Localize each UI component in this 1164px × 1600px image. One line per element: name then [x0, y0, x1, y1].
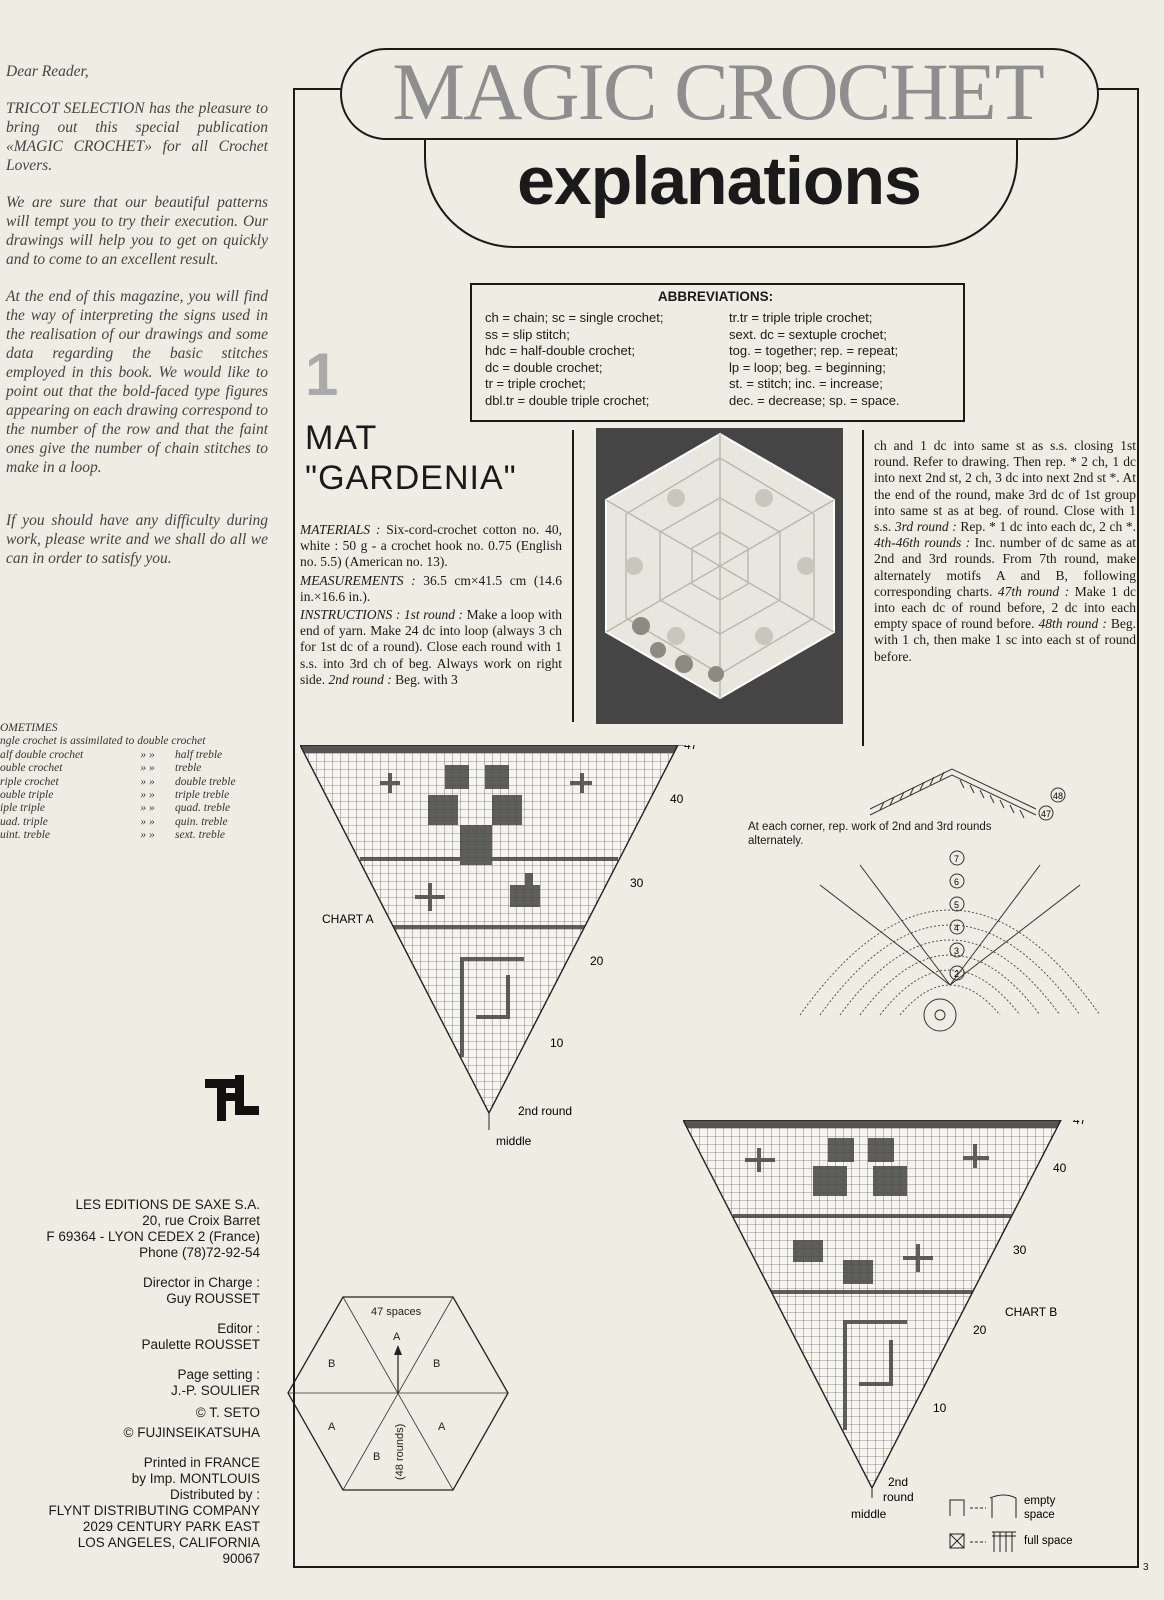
- equivalents-title: OMETIMES: [0, 722, 58, 734]
- publisher-city: F 69364 - LYON CEDEX 2 (France): [46, 1229, 260, 1244]
- stitch-equivalent: double treble: [175, 775, 236, 788]
- instructions-column-1: [300, 522, 562, 690]
- stitch-equivalents: [0, 722, 268, 843]
- stitch-name: riple crochet: [0, 775, 59, 788]
- abbreviations-left-column: [485, 310, 725, 409]
- abbreviation-item: st. = stitch; inc. = increase;: [729, 376, 883, 391]
- setting-name: J.-P. SOULIER: [170, 1383, 260, 1398]
- chart-a: [300, 745, 730, 1170]
- round-48-text: Beg. with 1 ch, then make 1 sc into each st of round before.: [874, 616, 1137, 664]
- letter-paragraph-1: TRICOT SELECTION has the pleasure to bring out this special publication «MAGIC CROCHET» for all Crochet Lovers.: [6, 100, 268, 174]
- round-2-marker: 2nd: [888, 1475, 909, 1489]
- instructions-text: Make a loop with end of yarn. Make 24 dc into loop (always 3 ch for 1st dc of a round). Close each round with 1 s.s. into 3rd ch of beg. Always work on right side.: [300, 607, 562, 687]
- doily-photo: [596, 428, 843, 724]
- distributed-label: Distributed by :: [169, 1487, 260, 1502]
- director-name: Guy ROUSSET: [166, 1291, 260, 1306]
- abbreviation-item: sext. dc = sextuple crochet;: [729, 326, 887, 342]
- publisher-phone: Phone (78)72-92-54: [139, 1245, 260, 1260]
- ditto-mark: » »: [140, 748, 155, 761]
- letter-paragraph-4: If you should have any difficulty during work, please write and we shall do all we can in order to satisfy you.: [6, 512, 268, 567]
- abbreviation-item: dc = double crochet;: [485, 359, 603, 375]
- instructions-column-2: [874, 438, 1136, 665]
- equivalent-row: [0, 802, 268, 815]
- corner-note: At each corner, rep. work of 2nd and 3rd rounds alternately.: [748, 821, 992, 847]
- round-2-marker: 2nd round: [518, 1104, 573, 1118]
- publisher-logo: [205, 1075, 261, 1128]
- distributor-street: 2029 CENTURY PARK EAST: [82, 1519, 260, 1534]
- row-label-40: 40: [1053, 1161, 1067, 1175]
- round-3-text: Rep. * 1 dc into each dc, 2 ch *.: [960, 519, 1137, 535]
- printed-by: by Imp. MONTLOUIS: [131, 1471, 260, 1486]
- middle-marker: middle: [851, 1507, 887, 1521]
- instructions-text: ch and 1 dc into same st as s.s. closing 1st round. Refer to drawing. Then rep. * 2 ch, 1 dc into next 2nd st, 2 ch, 3 dc into next 2nd st *. At the end of the round, make 3rd dc of 1st group into same st as at beg. of round. Close with 1 s.s.: [874, 438, 1136, 535]
- round-4-46-label: 4th-46th rounds :: [874, 535, 971, 551]
- section-a: A: [393, 1331, 401, 1343]
- pattern-title-line-2: "GARDENIA": [305, 459, 517, 497]
- equivalent-row: [0, 762, 268, 775]
- materials-text: Six-cord-crochet cotton no. 40, white : 50 g - a crochet hook no. 0.75 (English no. 5.5) (American no. 13).: [300, 522, 562, 570]
- equivalent-row: [0, 789, 268, 802]
- measurements-text: 36.5 cm×41.5 cm (14.6 in.×16.6 in.).: [300, 572, 562, 604]
- row-label-10: 10: [933, 1401, 947, 1415]
- equivalents-subtitle: ngle crochet is assimilated to double crochet: [0, 735, 206, 748]
- rounds-label: (48 rounds): [394, 1423, 406, 1480]
- letter-greeting: Dear Reader,: [6, 63, 89, 80]
- section-a: A: [438, 1421, 446, 1433]
- frame-top-right: [1095, 88, 1137, 90]
- middle-marker: middle: [496, 1134, 532, 1148]
- publisher-street: 20, rue Croix Barret: [142, 1213, 260, 1228]
- ditto-mark: » »: [140, 762, 155, 775]
- abbreviation-item: ss = slip stitch;: [485, 326, 570, 342]
- materials-label: MATERIALS :: [300, 522, 381, 537]
- abbreviation-item: tr = triple crochet;: [485, 376, 586, 391]
- stitch-name: iple triple: [0, 802, 46, 815]
- copyright-2: © FUJINSEIKATSUHA: [123, 1425, 260, 1440]
- stitch-equivalent: treble: [175, 762, 202, 775]
- stitch-equivalent: sext. treble: [175, 829, 226, 842]
- hexagon-layout-diagram: [283, 1285, 513, 1510]
- row-label-30: 30: [1013, 1243, 1027, 1257]
- round-48-marker: 48: [1053, 791, 1064, 801]
- stitch-equivalent: half treble: [175, 748, 223, 761]
- chart-legend: [912, 1490, 1112, 1563]
- equivalent-row: [0, 776, 268, 789]
- row-label-47: 47: [684, 745, 698, 752]
- round-4-marker: 4: [954, 923, 960, 933]
- page-title: MAGIC CROCHET: [392, 46, 1043, 137]
- printed-in: Printed in FRANCE: [143, 1455, 260, 1470]
- abbreviation-item: dec. = decrease; sp. = space.: [729, 392, 900, 408]
- reader-letter: [6, 62, 268, 586]
- round-47-text: Make 1 dc into each dc of round before, 2 dc into each empty space of round before.: [874, 583, 1137, 632]
- stitch-name: ouble triple: [0, 789, 54, 802]
- ditto-mark: » »: [140, 829, 155, 842]
- distributor-zip: 90067: [222, 1551, 260, 1566]
- abbreviation-item: ch = chain; sc = single crochet;: [485, 310, 664, 325]
- ditto-mark: » »: [140, 802, 155, 815]
- measurements-label: MEASUREMENTS :: [300, 572, 416, 588]
- round-2-marker: 2: [954, 969, 960, 979]
- abbreviation-item: hdc = half-double crochet;: [485, 343, 635, 358]
- legend-empty-label-2: space: [1024, 1509, 1055, 1521]
- row-label-10: 10: [550, 1036, 564, 1050]
- abbreviation-item: dbl.tr = double triple crochet;: [485, 392, 650, 408]
- row-label-20: 20: [973, 1323, 987, 1337]
- chart-b: [683, 1120, 1113, 1545]
- stitch-equivalent: quad. treble: [175, 802, 231, 815]
- stitch-name: ouble crochet: [0, 762, 63, 775]
- abbreviations-title: ABBREVIATIONS:: [657, 289, 774, 304]
- section-b: B: [373, 1451, 381, 1463]
- round-3-label: 3rd round :: [894, 519, 957, 535]
- frame-top-left: [293, 88, 343, 90]
- row-label-47: 47: [1073, 1120, 1087, 1127]
- section-a: A: [328, 1421, 336, 1433]
- legend-full-label: full space: [1024, 1535, 1073, 1547]
- letter-paragraph-3: At the end of this magazine, you will find the way of interpreting the signs used in the realisation of our drawings and some data regarding the basic stitches employed in this book. We would like to point out that the bold-faced type figures appearing on each drawing correspond to the number of the row and that the faint ones give the number of chain stitches to make in a loop.: [6, 288, 268, 476]
- ditto-mark: » »: [140, 815, 155, 828]
- round-47-label: 47th round :: [997, 583, 1070, 599]
- row-label-30: 30: [630, 876, 644, 890]
- stitch-equivalent: triple treble: [175, 789, 230, 802]
- equivalent-row: [0, 816, 268, 829]
- distributor-name: FLYNT DISTRIBUTING COMPANY: [48, 1503, 260, 1518]
- copyright-1: © T. SETO: [195, 1405, 260, 1420]
- abbreviation-item: lp = loop; beg. = beginning;: [729, 359, 886, 375]
- pattern-number: 1: [305, 341, 339, 408]
- publisher-info: [0, 1197, 260, 1567]
- round-6-marker: 6: [954, 877, 960, 887]
- section-b: B: [328, 1358, 336, 1370]
- round-2-label: 2nd round :: [328, 671, 392, 687]
- equivalents-rows: [0, 749, 268, 843]
- abbreviations-right-column: [729, 310, 959, 409]
- round-48-label: 48th round :: [1038, 616, 1107, 632]
- round-5-marker: 5: [954, 900, 960, 910]
- chart-label: CHART B: [1005, 1305, 1058, 1319]
- pattern-title: [305, 418, 575, 498]
- equivalent-row: [0, 829, 268, 842]
- equivalent-row: [0, 749, 268, 762]
- letter-paragraph-2: We are sure that our beautiful patterns will tempt you to try their execution. Our drawings will help you to get on quickly and to come to an excellent result.: [6, 194, 268, 268]
- column-divider: [572, 430, 574, 722]
- row-label-40: 40: [670, 792, 684, 806]
- page-number: 3: [1143, 1562, 1149, 1573]
- director-label: Director in Charge :: [142, 1275, 260, 1290]
- chart-label: CHART A: [322, 912, 374, 926]
- section-b: B: [433, 1358, 441, 1370]
- round-4-46-text: Inc. number of dc same as at 2nd and 3rd rounds. From 7th round, make alternately motifs A and B, following corresponding charts.: [874, 535, 1137, 599]
- round-47-marker: 47: [1041, 809, 1052, 819]
- center-stitch-diagram: [800, 845, 1110, 1060]
- round-7-marker: 7: [954, 854, 960, 864]
- distributor-city: LOS ANGELES, CALIFORNIA: [77, 1535, 260, 1550]
- publisher-name: LES EDITIONS DE SAXE S.A.: [75, 1197, 260, 1212]
- stitch-name: uad. triple: [0, 815, 48, 828]
- ditto-mark: » »: [140, 789, 155, 802]
- round-3-marker: 3: [954, 946, 960, 956]
- setting-label: Page setting :: [177, 1367, 260, 1382]
- row-label-20: 20: [590, 954, 604, 968]
- round-2-marker-word: round: [883, 1490, 914, 1504]
- column-divider: [862, 430, 864, 746]
- round-2-text: Beg. with 3: [395, 671, 458, 687]
- instructions-label: INSTRUCTIONS : 1st round :: [300, 607, 464, 623]
- abbreviation-item: tr.tr = triple triple crochet;: [729, 310, 873, 325]
- stitch-name: alf double crochet: [0, 748, 84, 761]
- pattern-title-line-1: MAT: [305, 419, 378, 457]
- legend-empty-label: empty: [1024, 1495, 1056, 1507]
- editor-label: Editor :: [217, 1321, 260, 1336]
- stitch-equivalent: quin. treble: [175, 815, 228, 828]
- stitch-name: uint. treble: [0, 829, 51, 842]
- abbreviation-item: tog. = together; rep. = repeat;: [729, 343, 899, 358]
- spaces-label: 47 spaces: [371, 1306, 422, 1318]
- page-subtitle: explanations: [517, 143, 921, 219]
- ditto-mark: » »: [140, 775, 155, 788]
- editor-name: Paulette ROUSSET: [141, 1337, 260, 1352]
